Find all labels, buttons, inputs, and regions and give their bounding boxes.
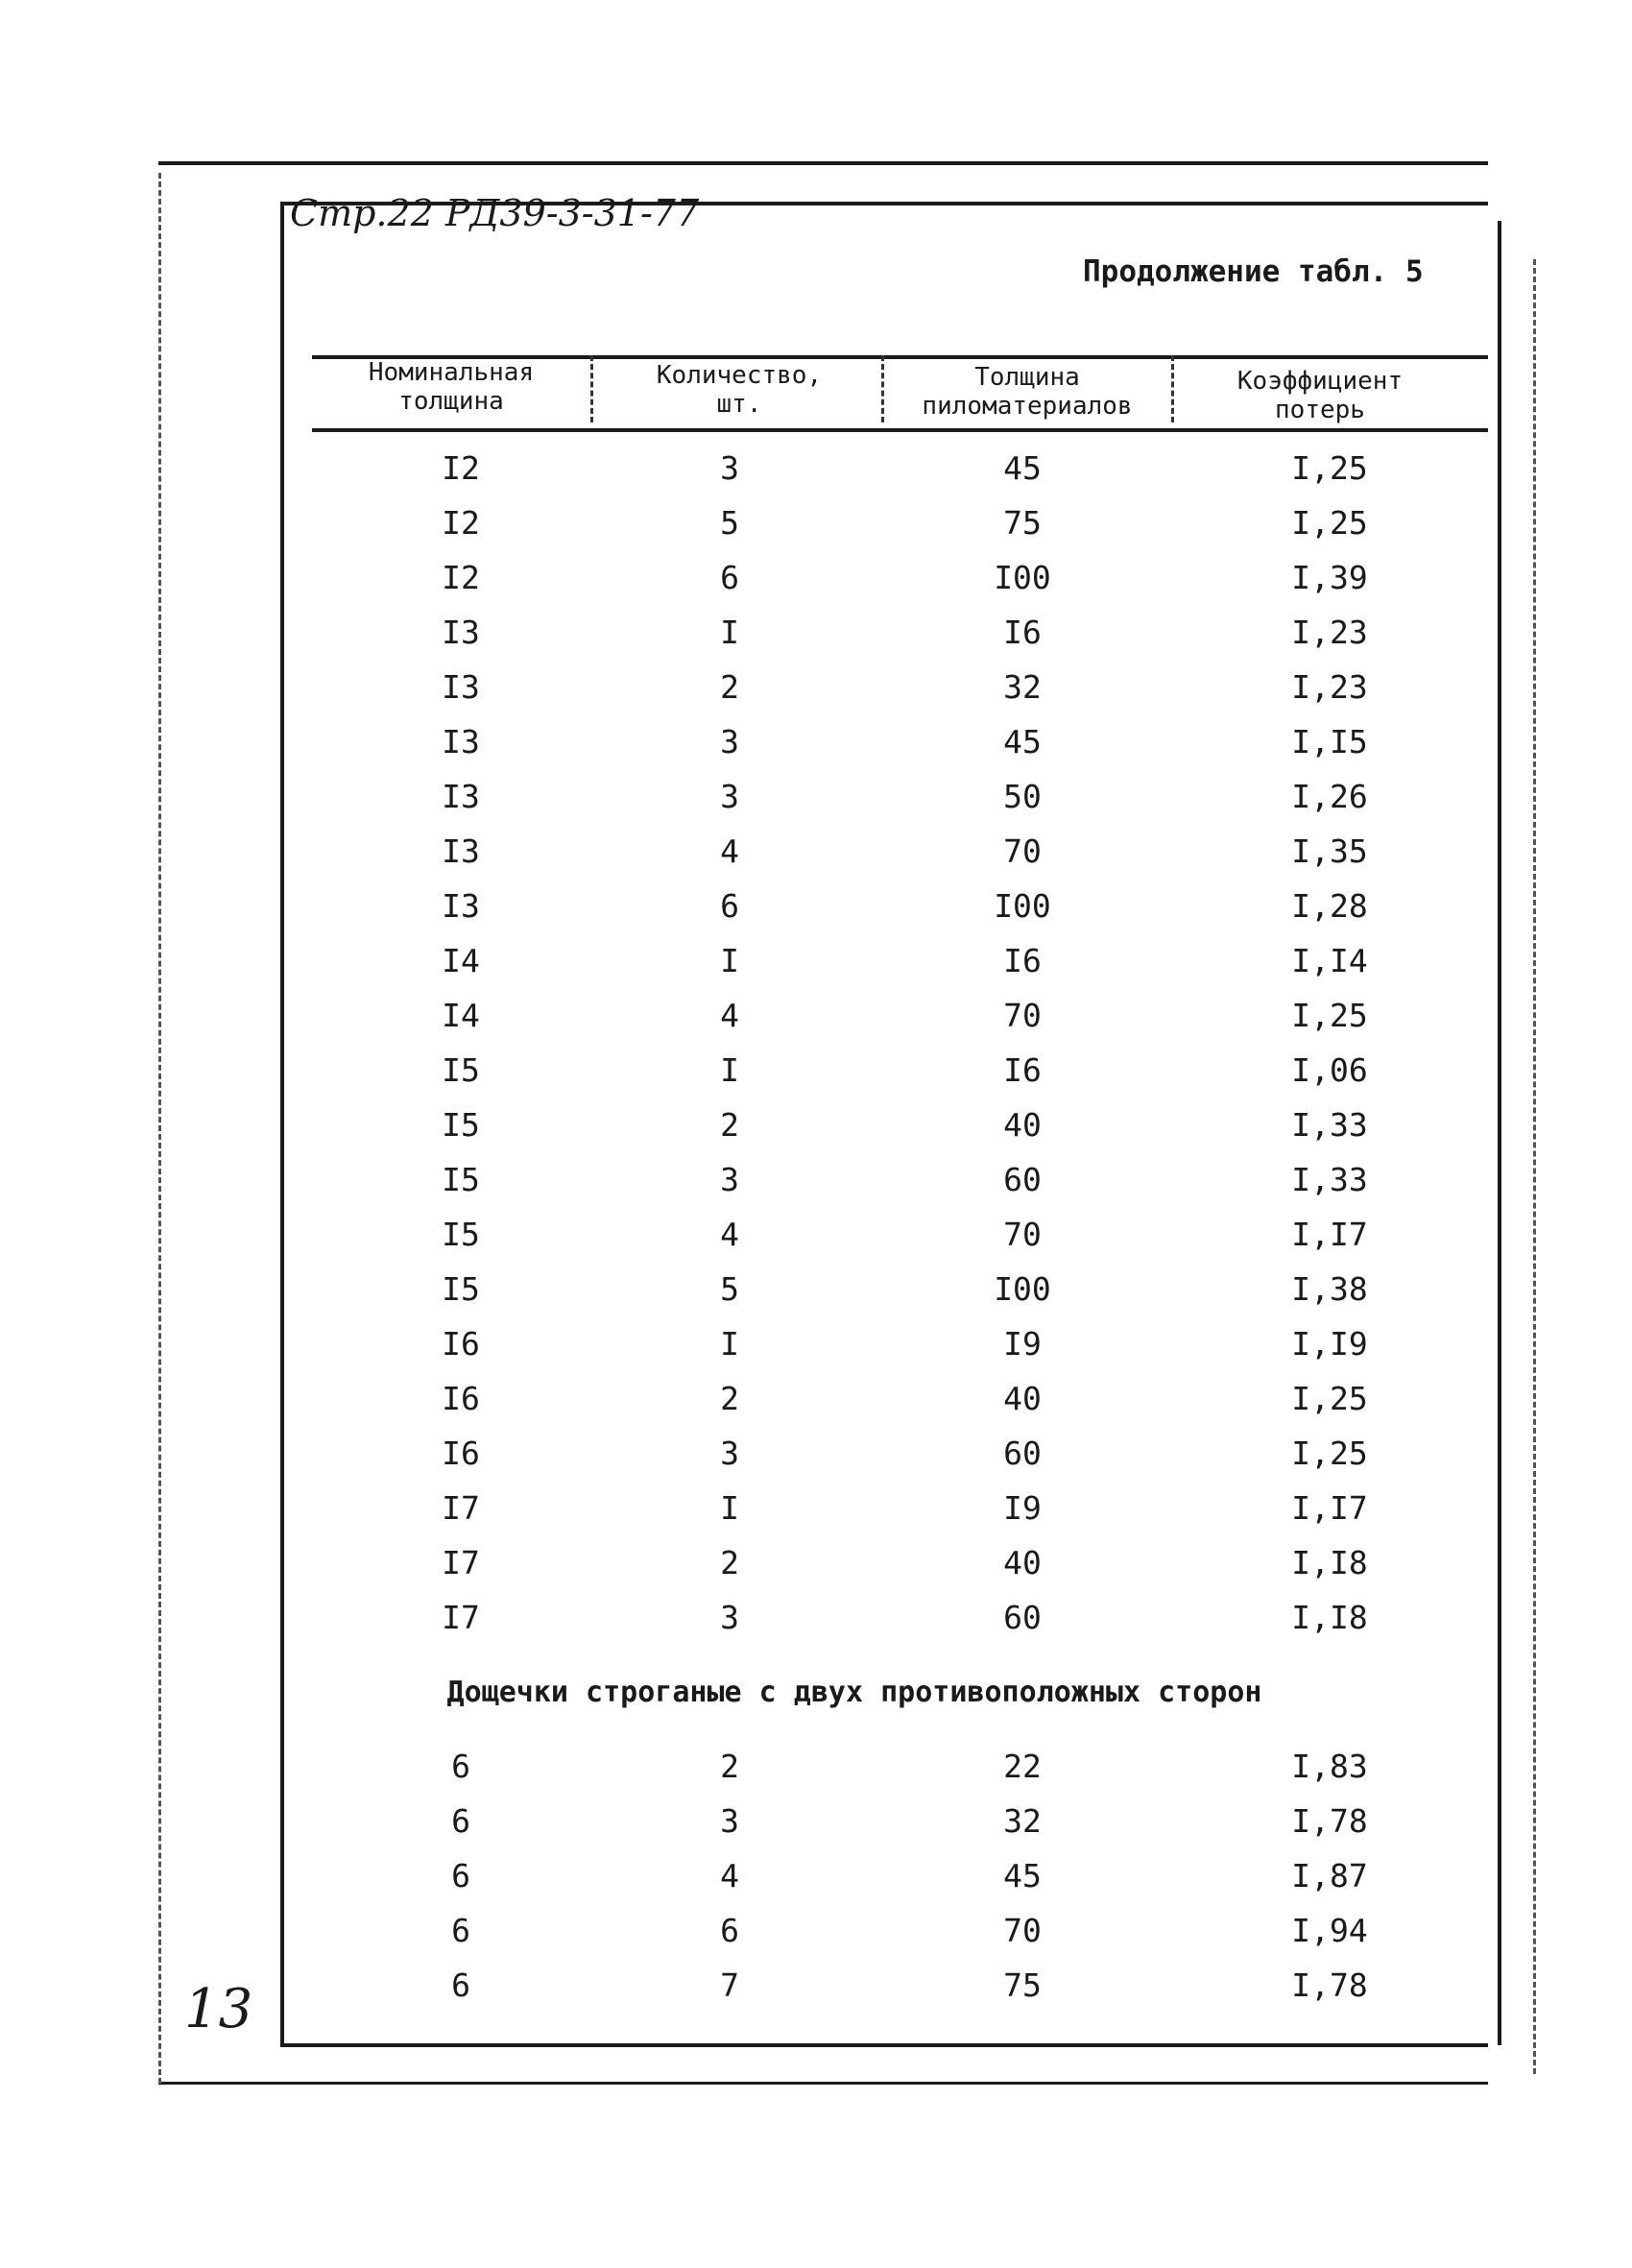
column-header-loss-coefficient: Коэффициент потерь: [1236, 367, 1404, 424]
cell-lumber-thickness: 70: [1003, 1216, 1042, 1253]
cell-loss-coefficient: I,25: [1291, 449, 1368, 487]
cell-nominal-thickness: 6: [451, 1748, 470, 1785]
cell-quantity: 3: [720, 449, 739, 487]
cell-nominal-thickness: I6: [442, 1325, 480, 1363]
cell-quantity: 3: [720, 1435, 739, 1472]
cell-quantity: 4: [720, 997, 739, 1034]
cell-lumber-thickness: I9: [1003, 1489, 1042, 1527]
table-row: [0, 1591, 1632, 1645]
cell-quantity: 4: [720, 1857, 739, 1894]
cell-loss-coefficient: I,39: [1291, 559, 1368, 596]
table-row: [0, 770, 1632, 824]
cell-nominal-thickness: 6: [451, 1912, 470, 1949]
cell-lumber-thickness: 32: [1003, 668, 1042, 706]
table-row: [0, 551, 1632, 605]
cell-lumber-thickness: 45: [1003, 449, 1042, 487]
cell-loss-coefficient: I,I9: [1291, 1325, 1368, 1363]
cell-loss-coefficient: I,35: [1291, 832, 1368, 870]
cell-lumber-thickness: I6: [1003, 1051, 1042, 1089]
cell-nominal-thickness: I4: [442, 942, 480, 979]
table-row: [0, 1317, 1632, 1371]
cell-lumber-thickness: 45: [1003, 723, 1042, 760]
cell-loss-coefficient: I,25: [1291, 1435, 1368, 1472]
cell-quantity: 3: [720, 1599, 739, 1636]
cell-quantity: 2: [720, 1380, 739, 1417]
cell-loss-coefficient: I,78: [1291, 1802, 1368, 1840]
cell-loss-coefficient: I,I8: [1291, 1544, 1368, 1581]
column-header-nominal-thickness: Номинальная толщина: [368, 358, 535, 416]
cell-nominal-thickness: I2: [442, 504, 480, 542]
table-row: [0, 606, 1632, 660]
table-row: [0, 1098, 1632, 1152]
cell-lumber-thickness: 75: [1003, 504, 1042, 542]
table-row: [0, 1153, 1632, 1207]
cell-nominal-thickness: I7: [442, 1599, 480, 1636]
column-separator-3: [1171, 355, 1174, 422]
cell-loss-coefficient: I,28: [1291, 887, 1368, 925]
cell-nominal-thickness: 6: [451, 1966, 470, 2004]
cell-loss-coefficient: I,26: [1291, 778, 1368, 815]
cell-loss-coefficient: I,87: [1291, 1857, 1368, 1894]
cell-nominal-thickness: I5: [442, 1051, 480, 1089]
column-header-lumber-thickness: Толщина пиломатериалов: [922, 363, 1133, 421]
table-row: [0, 1740, 1632, 1794]
cell-nominal-thickness: I3: [442, 887, 480, 925]
cell-loss-coefficient: I,I4: [1291, 942, 1368, 979]
cell-nominal-thickness: I3: [442, 832, 480, 870]
table-row: [0, 1263, 1632, 1316]
table-row: [0, 661, 1632, 714]
cell-nominal-thickness: I4: [442, 997, 480, 1034]
cell-lumber-thickness: 70: [1003, 1912, 1042, 1949]
cell-quantity: 3: [720, 1802, 739, 1840]
cell-lumber-thickness: I9: [1003, 1325, 1042, 1363]
cell-lumber-thickness: 50: [1003, 778, 1042, 815]
cell-nominal-thickness: I5: [442, 1270, 480, 1308]
cell-loss-coefficient: I,78: [1291, 1966, 1368, 2004]
cell-quantity: 3: [720, 723, 739, 760]
table-row: [0, 1795, 1632, 1848]
cell-quantity: 2: [720, 668, 739, 706]
cell-loss-coefficient: I,25: [1291, 997, 1368, 1034]
cell-loss-coefficient: I,I7: [1291, 1489, 1368, 1527]
table-row: [0, 1208, 1632, 1262]
cell-lumber-thickness: 40: [1003, 1106, 1042, 1144]
cell-quantity: I: [720, 1325, 739, 1363]
table-row: [0, 1044, 1632, 1098]
top-outer-rule: [158, 161, 1488, 165]
cell-quantity: 6: [720, 559, 739, 596]
table-row: [0, 934, 1632, 988]
cell-quantity: 2: [720, 1748, 739, 1785]
cell-lumber-thickness: 22: [1003, 1748, 1042, 1785]
cell-quantity: 6: [720, 887, 739, 925]
column-separator-2: [881, 355, 884, 422]
cell-nominal-thickness: I6: [442, 1435, 480, 1472]
table-row: [0, 1904, 1632, 1958]
cell-nominal-thickness: I7: [442, 1489, 480, 1527]
cell-lumber-thickness: I00: [994, 559, 1051, 596]
cell-quantity: I: [720, 1051, 739, 1089]
table-continuation-heading: Продолжение табл. 5: [1083, 254, 1424, 289]
cell-nominal-thickness: I3: [442, 668, 480, 706]
cell-quantity: I: [720, 614, 739, 651]
table-row: [0, 1482, 1632, 1535]
table-row: [0, 1372, 1632, 1426]
cell-nominal-thickness: I3: [442, 723, 480, 760]
cell-loss-coefficient: I,38: [1291, 1270, 1368, 1308]
cell-quantity: 7: [720, 1966, 739, 2004]
table-row: [0, 496, 1632, 550]
cell-loss-coefficient: I,94: [1291, 1912, 1368, 1949]
cell-lumber-thickness: I6: [1003, 942, 1042, 979]
column-header-quantity: Количество, шт.: [656, 361, 823, 419]
cell-lumber-thickness: I00: [994, 887, 1051, 925]
cell-quantity: 3: [720, 1161, 739, 1198]
cell-nominal-thickness: I5: [442, 1106, 480, 1144]
cell-quantity: 2: [720, 1106, 739, 1144]
cell-lumber-thickness: 40: [1003, 1544, 1042, 1581]
cell-loss-coefficient: I,23: [1291, 668, 1368, 706]
cell-lumber-thickness: 60: [1003, 1599, 1042, 1636]
cell-lumber-thickness: 60: [1003, 1161, 1042, 1198]
cell-loss-coefficient: I,83: [1291, 1748, 1368, 1785]
page-number: 13: [184, 1978, 253, 2040]
table-row: [0, 825, 1632, 879]
cell-lumber-thickness: 70: [1003, 997, 1042, 1034]
cell-loss-coefficient: I,25: [1291, 504, 1368, 542]
cell-loss-coefficient: I,33: [1291, 1161, 1368, 1198]
page-reference: Стр.22 РД39-3-31-77: [290, 192, 700, 234]
cell-quantity: I: [720, 1489, 739, 1527]
cell-lumber-thickness: 40: [1003, 1380, 1042, 1417]
cell-loss-coefficient: I,I8: [1291, 1599, 1368, 1636]
section-title: Дощечки строганые с двух противоположных сторон: [446, 1676, 1262, 1709]
table-row: [0, 1849, 1632, 1903]
cell-nominal-thickness: I5: [442, 1216, 480, 1253]
cell-quantity: I: [720, 942, 739, 979]
bottom-inner-rule: [280, 2043, 1488, 2047]
cell-quantity: 2: [720, 1544, 739, 1581]
cell-loss-coefficient: I,06: [1291, 1051, 1368, 1089]
table-row: [0, 989, 1632, 1043]
cell-loss-coefficient: I,I7: [1291, 1216, 1368, 1253]
cell-nominal-thickness: I3: [442, 778, 480, 815]
table-row: [0, 442, 1632, 495]
cell-nominal-thickness: I7: [442, 1544, 480, 1581]
table-row: [0, 1536, 1632, 1590]
cell-loss-coefficient: I,25: [1291, 1380, 1368, 1417]
cell-loss-coefficient: I,23: [1291, 614, 1368, 651]
cell-quantity: 4: [720, 1216, 739, 1253]
cell-nominal-thickness: 6: [451, 1857, 470, 1894]
table-row: [0, 715, 1632, 769]
cell-nominal-thickness: I5: [442, 1161, 480, 1198]
cell-quantity: 3: [720, 778, 739, 815]
cell-loss-coefficient: I,I5: [1291, 723, 1368, 760]
cell-nominal-thickness: 6: [451, 1802, 470, 1840]
table-row: [0, 880, 1632, 933]
cell-lumber-thickness: 45: [1003, 1857, 1042, 1894]
cell-lumber-thickness: I00: [994, 1270, 1051, 1308]
cell-lumber-thickness: I6: [1003, 614, 1042, 651]
cell-quantity: 4: [720, 832, 739, 870]
cell-loss-coefficient: I,33: [1291, 1106, 1368, 1144]
cell-nominal-thickness: I2: [442, 449, 480, 487]
column-separator-1: [590, 355, 593, 422]
cell-nominal-thickness: I2: [442, 559, 480, 596]
table-row: [0, 1427, 1632, 1481]
cell-lumber-thickness: 75: [1003, 1966, 1042, 2004]
cell-quantity: 6: [720, 1912, 739, 1949]
cell-quantity: 5: [720, 1270, 739, 1308]
cell-nominal-thickness: I6: [442, 1380, 480, 1417]
table-header-bottom-rule: [312, 428, 1488, 432]
cell-quantity: 5: [720, 504, 739, 542]
bottom-outer-rule: [158, 2082, 1488, 2085]
cell-lumber-thickness: 32: [1003, 1802, 1042, 1840]
cell-nominal-thickness: I3: [442, 614, 480, 651]
cell-lumber-thickness: 60: [1003, 1435, 1042, 1472]
cell-lumber-thickness: 70: [1003, 832, 1042, 870]
